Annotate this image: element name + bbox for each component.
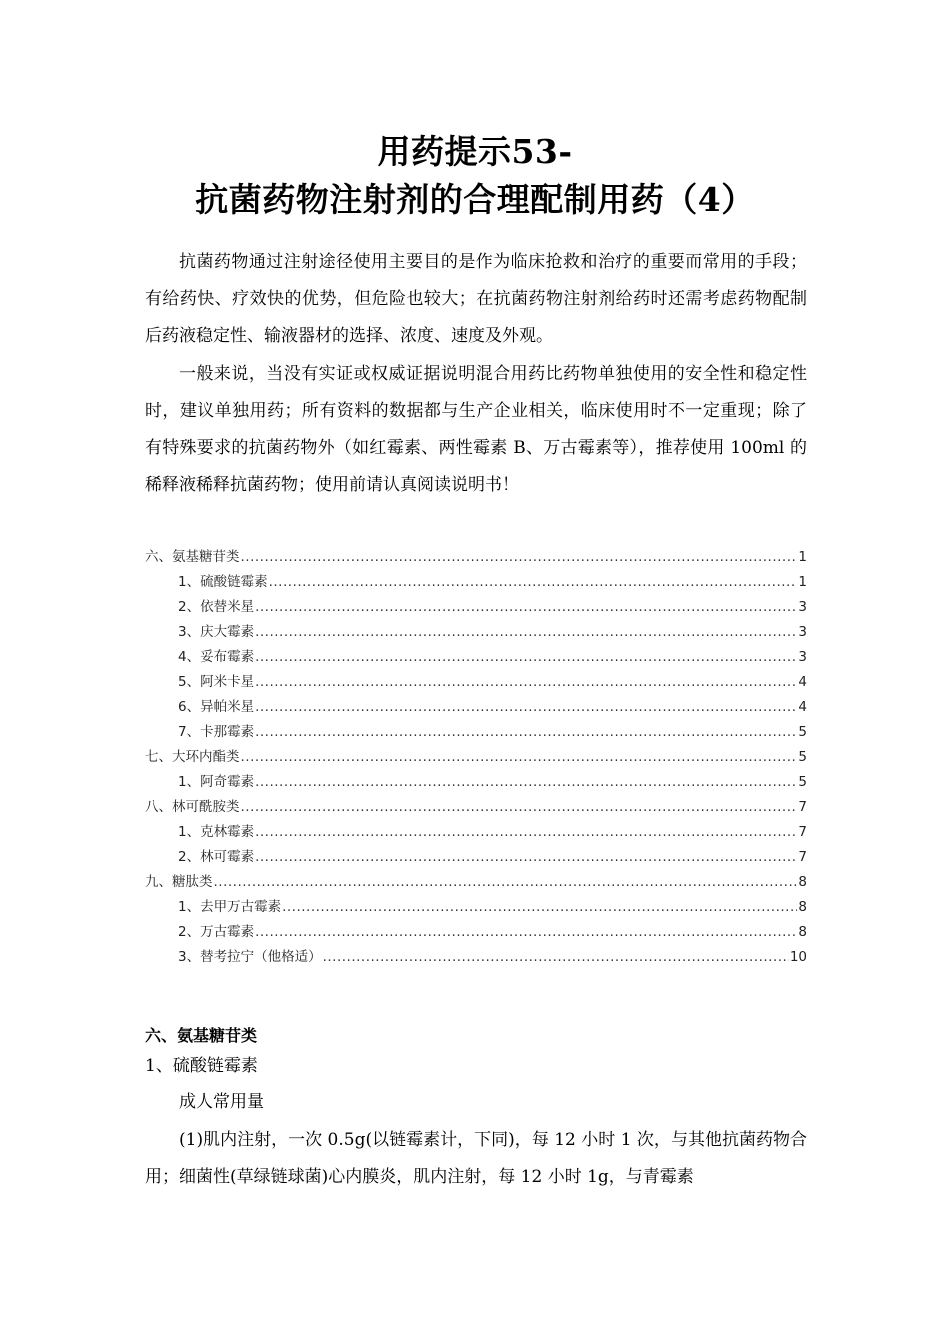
toc-entry-label: 7、卡那霉素 (178, 724, 255, 740)
toc-entry-label: 5、阿米卡星 (178, 674, 255, 690)
toc-entry-page-number: 8 (798, 899, 807, 915)
toc-entry-page-number: 5 (798, 774, 807, 790)
toc-leader-dots (255, 770, 797, 795)
toc-entry-page-number: 7 (798, 824, 807, 840)
toc-leader-dots (241, 795, 798, 820)
toc-entry-page-number: 3 (798, 599, 807, 615)
toc-leader-dots (241, 545, 798, 570)
toc-entry-page-number: 7 (798, 849, 807, 865)
toc-entry[interactable] (145, 820, 807, 845)
toc-entry-label: 1、去甲万古霉素 (178, 899, 282, 915)
toc-entry-page-number: 4 (798, 674, 807, 690)
toc-entry-label: 八、林可酰胺类 (145, 799, 240, 815)
toc-entry-label: 1、克林霉素 (178, 824, 255, 840)
section-subheading: 1、硫酸链霉素 (145, 1056, 258, 1076)
toc-leader-dots (255, 670, 797, 695)
toc-leader-dots (214, 870, 798, 895)
toc-leader-dots (269, 570, 798, 595)
intro-paragraph-1: 抗菌药物通过注射途径使用主要目的是作为临床抢救和治疗的重要而常用的手段；有给药快、疗效快的优势，但危险也较大；在抗菌药物注射剂给药时还需考虑药物配制后药液稳定性、输液器材的选择、浓度、速度及外观。 (145, 252, 807, 346)
document-title-line-2: 抗菌药物注射剂的合理配制用药（4） (195, 180, 755, 219)
toc-entry-label: 2、林可霉素 (178, 849, 255, 865)
toc-entry[interactable] (145, 870, 807, 895)
toc-entry-label: 九、糖肽类 (145, 874, 213, 890)
toc-entry-page-number: 5 (798, 749, 807, 765)
toc-leader-dots (255, 620, 797, 645)
toc-entry-page-number: 8 (798, 924, 807, 940)
toc-entry-label: 2、万古霉素 (178, 924, 255, 940)
toc-entry[interactable] (145, 670, 807, 695)
toc-entry-label: 1、硫酸链霉素 (178, 574, 268, 590)
toc-leader-dots (241, 745, 798, 770)
toc-leader-dots (255, 920, 797, 945)
toc-entry-page-number: 3 (798, 649, 807, 665)
toc-entry-label: 2、依替米星 (178, 599, 255, 615)
toc-entry[interactable] (145, 745, 807, 770)
toc-entry-page-number: 4 (798, 699, 807, 715)
toc-entry[interactable] (145, 770, 807, 795)
toc-entry-label: 六、氨基糖苷类 (145, 549, 240, 565)
toc-entry[interactable] (145, 545, 807, 570)
toc-entry[interactable] (145, 845, 807, 870)
document-title-line-1: 用药提示53- (377, 132, 573, 171)
toc-entry[interactable] (145, 795, 807, 820)
toc-entry-page-number: 10 (789, 949, 807, 965)
usage-title: 成人常用量 (179, 1092, 264, 1112)
toc-entry-page-number: 7 (798, 799, 807, 815)
toc-leader-dots (255, 595, 797, 620)
toc-leader-dots (323, 945, 789, 970)
table-of-contents (145, 545, 807, 970)
toc-entry-label: 1、阿奇霉素 (178, 774, 255, 790)
toc-entry[interactable] (145, 645, 807, 670)
toc-leader-dots (255, 695, 797, 720)
toc-entry-page-number: 5 (798, 724, 807, 740)
toc-entry-label: 3、替考拉宁（他格适） (178, 949, 322, 965)
section-body-paragraph: (1)肌内注射，一次 0.5g(以链霉素计，下同)，每 12 小时 1 次，与其他抗菌药物合用；细菌性(草绿链球菌)心内膜炎，肌内注射，每 12 小时 1g，与青霉素 (145, 1130, 807, 1187)
toc-entry[interactable] (145, 695, 807, 720)
toc-leader-dots (255, 845, 797, 870)
toc-entry-page-number: 1 (798, 574, 807, 590)
toc-entry-page-number: 8 (798, 874, 807, 890)
toc-leader-dots (255, 645, 797, 670)
toc-entry-label: 3、庆大霉素 (178, 624, 255, 640)
intro-paragraph-2: 一般来说，当没有实证或权威证据说明混合用药比药物单独使用的安全性和稳定性时，建议单独用药；所有资料的数据都与生产企业相关，临床使用时不一定重现；除了有特殊要求的抗菌药物外（如红霉素、两性霉素 B、万古霉素等），推荐使用 100ml 的稀释液稀释抗菌药物；使用前请认真阅读说明书！ (145, 364, 807, 495)
toc-entry-page-number: 3 (798, 624, 807, 640)
section-heading: 六、氨基糖苷类 (145, 1026, 258, 1045)
toc-leader-dots (282, 895, 797, 920)
toc-leader-dots (255, 820, 797, 845)
toc-entry-label: 七、大环内酯类 (145, 749, 240, 765)
toc-entry-label: 6、异帕米星 (178, 699, 255, 715)
toc-entry[interactable] (145, 620, 807, 645)
toc-entry[interactable] (145, 720, 807, 745)
toc-entry[interactable] (145, 570, 807, 595)
toc-entry[interactable] (145, 945, 807, 970)
toc-entry[interactable] (145, 895, 807, 920)
toc-entry-label: 4、妥布霉素 (178, 649, 255, 665)
toc-entry[interactable] (145, 595, 807, 620)
toc-leader-dots (255, 720, 797, 745)
toc-entry[interactable] (145, 920, 807, 945)
toc-entry-page-number: 1 (798, 549, 807, 565)
